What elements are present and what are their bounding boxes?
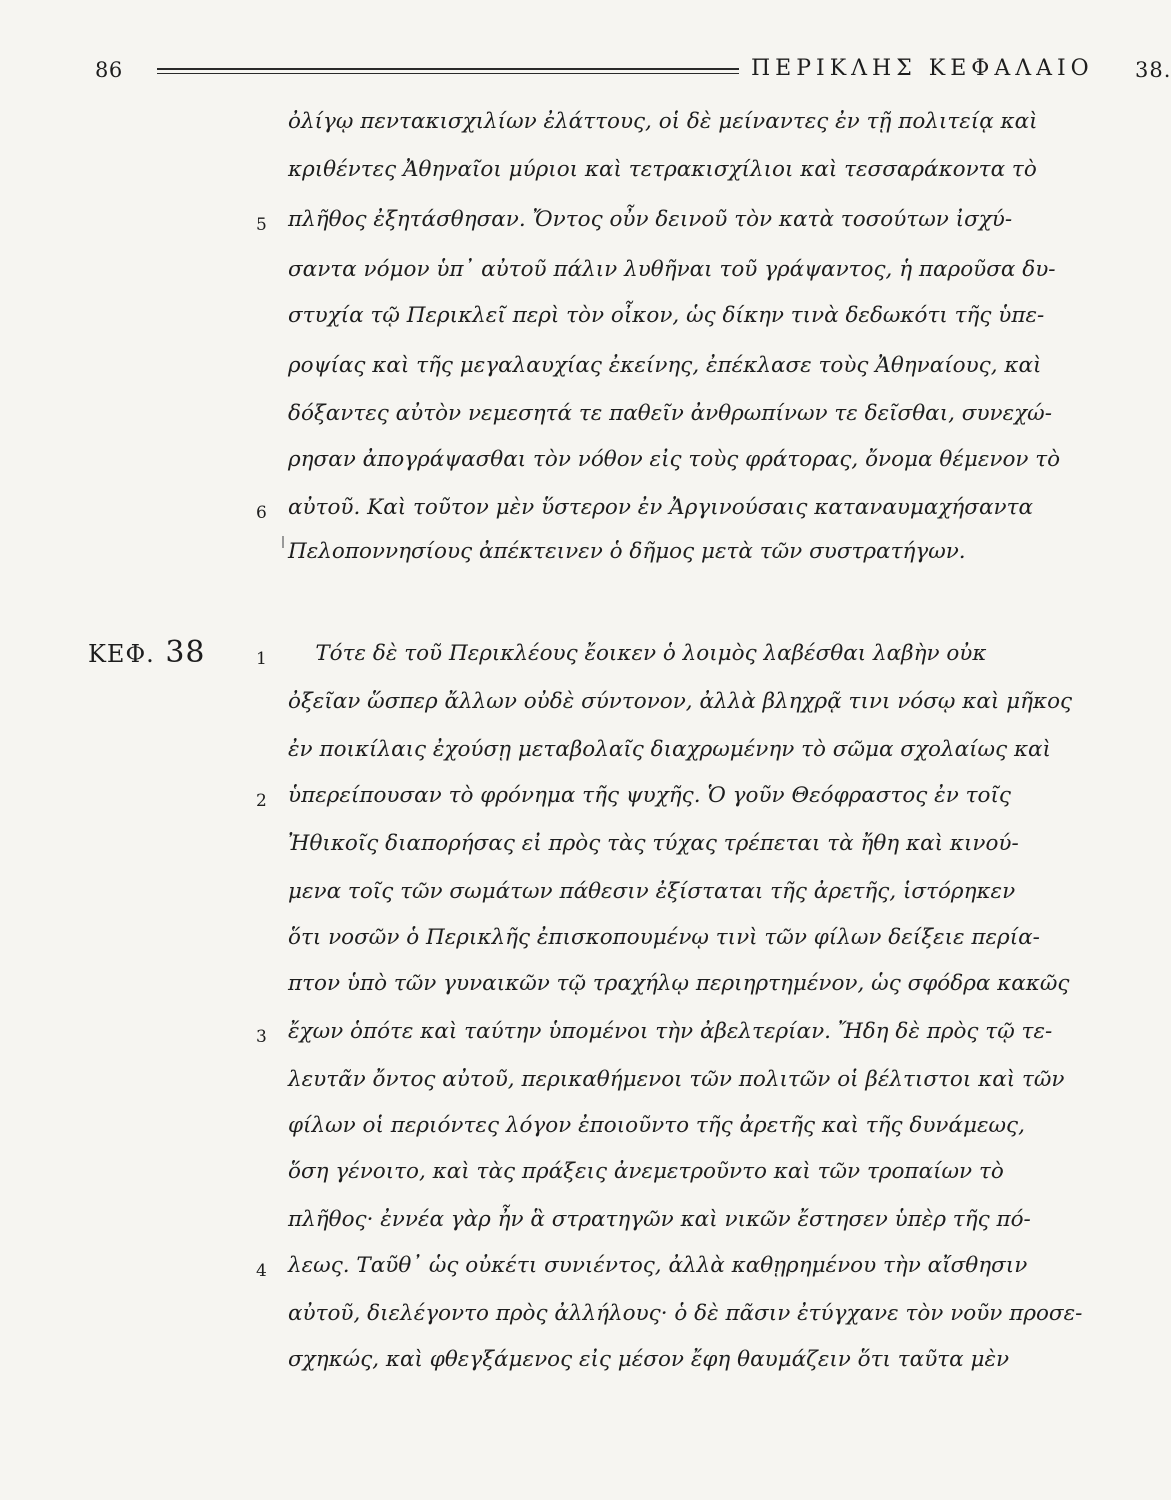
text-line: δόξαντες αὐτὸν νεμεσητά τε παθεῖν ἀνθρωπίνων τε δεῖσθαι, συνεχώ- — [288, 401, 1052, 426]
line-number: 5 — [256, 215, 267, 235]
text-line: ὀλίγῳ πεντακισχιλίων ἐλάττους, οἱ δὲ μείναντες ἐν τῇ πολιτείᾳ καὶ — [288, 109, 1038, 134]
text-line: πλῆθος· ἐννέα γὰρ ἦν ἃ στρατηγῶν καὶ νικῶν ἔστησεν ὑπὲρ τῆς πό- — [288, 1207, 1031, 1232]
text-line: Τότε δὲ τοῦ Περικλέους ἔοικεν ὁ λοιμὸς λαβέσθαι λαβὴν οὐκ — [288, 641, 987, 666]
text-line: λευτᾶν ὄντος αὐτοῦ, περικαθήμενοι τῶν πολιτῶν οἱ βέλτιστοι καὶ τῶν — [288, 1067, 1065, 1092]
chapter-heading-prefix: ΚΕΦ. — [88, 640, 155, 668]
text-line: ὅση γένοιτο, καὶ τὰς πράξεις ἀνεμετροῦντο καὶ τῶν τροπαίων τὸ — [288, 1159, 1004, 1184]
text-line: μενα τοῖς τῶν σωμάτων πάθεσιν ἐξίσταται τῆς ἀρετῆς, ἱστόρηκεν — [288, 879, 1016, 904]
text-line: φίλων οἱ περιόντες λόγον ἐποιοῦντο τῆς ἀρετῆς καὶ τῆς δυνάμεως, — [288, 1113, 1025, 1138]
text-line: ρησαν ἀπογράψασθαι τὸν νόθον εἰς τοὺς φράτορας, ὄνομα θέμενον τὸ — [288, 447, 1061, 472]
text-line: ἐν ποικίλαις ἐχούσῃ μεταβολαῖς διαχρωμένην τὸ σῶμα σχολαίως καὶ — [288, 737, 1051, 762]
text-line: Πελοποννησίους ἀπέκτεινεν ὁ δῆμος μετὰ τῶν συστρατήγων. — [288, 539, 966, 564]
line-number: 6 — [256, 503, 267, 523]
text-line: Ἠθικοῖς διαπορήσας εἰ πρὸς τὰς τύχας τρέπεται τὰ ἤθη καὶ κινού- — [288, 831, 1019, 856]
page-header — [95, 54, 1171, 88]
running-title: ΠΕΡΙΚΛΗΣ ΚΕΦΑΛΑΙΟ — [751, 56, 1094, 81]
page-number: 86 — [95, 58, 123, 82]
text-line: αὐτοῦ. Καὶ τοῦτον μὲν ὕστερον ἐν Ἀργινούσαις καταναυμαχήσαντα — [288, 495, 1033, 520]
text-line: ἔχων ὁπότε καὶ ταύτην ὑπομένοι τὴν ἀβελτερίαν. Ἤδη δὲ πρὸς τῷ τε- — [288, 1019, 1053, 1044]
text-line: στυχία τῷ Περικλεῖ περὶ τὸν οἶκον, ὡς δίκην τινὰ δεδωκότι τῆς ὑπε- — [288, 303, 1045, 328]
text-line: αὐτοῦ, διελέγοντο πρὸς ἀλλήλους· ὁ δὲ πᾶσιν ἐτύγχανε τὸν νοῦν προσε- — [288, 1301, 1083, 1326]
line-number: 1 — [256, 649, 267, 669]
text-line: λεως. Ταῦθ᾽ ὡς οὐκέτι συνιέντος, ἀλλὰ καθῃρημένου τὴν αἴσθησιν — [288, 1253, 1028, 1278]
chapter-reference: 38. — [1135, 58, 1171, 82]
text-line: πλῆθος ἐξητάσθησαν. Ὄντος οὖν δεινοῦ τὸν κατὰ τοσούτων ἰσχύ- — [288, 207, 1013, 232]
line-number: 2 — [256, 791, 267, 811]
margin-mark — [282, 536, 284, 548]
text-line: σχηκώς, καὶ φθεγξάμενος εἰς μέσον ἔφη θαυμάζειν ὅτι ταῦτα μὲν — [288, 1347, 1010, 1372]
text-line: ὅτι νοσῶν ὁ Περικλῆς ἐπισκοπουμένῳ τινὶ τῶν φίλων δείξειε περία- — [288, 925, 1040, 950]
text-line: ὀξεῖαν ὥσπερ ἄλλων οὐδὲ σύντονον, ἀλλὰ βληχρᾷ τινι νόσῳ καὶ μῆκος — [288, 689, 1073, 714]
line-number: 3 — [256, 1027, 267, 1047]
chapter-heading-number: 38 — [165, 635, 206, 670]
text-line: πτον ὑπὸ τῶν γυναικῶν τῷ τραχήλῳ περιηρτημένον, ὡς σφόδρα κακῶς — [288, 971, 1070, 996]
line-number: 4 — [256, 1261, 267, 1281]
text-line: κριθέντες Ἀθηναῖοι μύριοι καὶ τετρακισχίλιοι καὶ τεσσαράκοντα τὸ — [288, 157, 1037, 182]
text-line: ὑπερείπουσαν τὸ φρόνημα τῆς ψυχῆς. Ὁ γοῦν Θεόφραστος ἐν τοῖς — [288, 783, 1011, 808]
text-line: σαντα νόμον ὑπ᾽ αὐτοῦ πάλιν λυθῆναι τοῦ γράψαντος, ἡ παροῦσα δυ- — [288, 257, 1056, 282]
chapter-heading — [88, 636, 206, 671]
text-line: ροψίας καὶ τῆς μεγαλαυχίας ἐκείνης, ἐπέκλασε τοὺς Ἀθηναίους, καὶ — [288, 353, 1042, 378]
header-rule — [157, 68, 739, 74]
